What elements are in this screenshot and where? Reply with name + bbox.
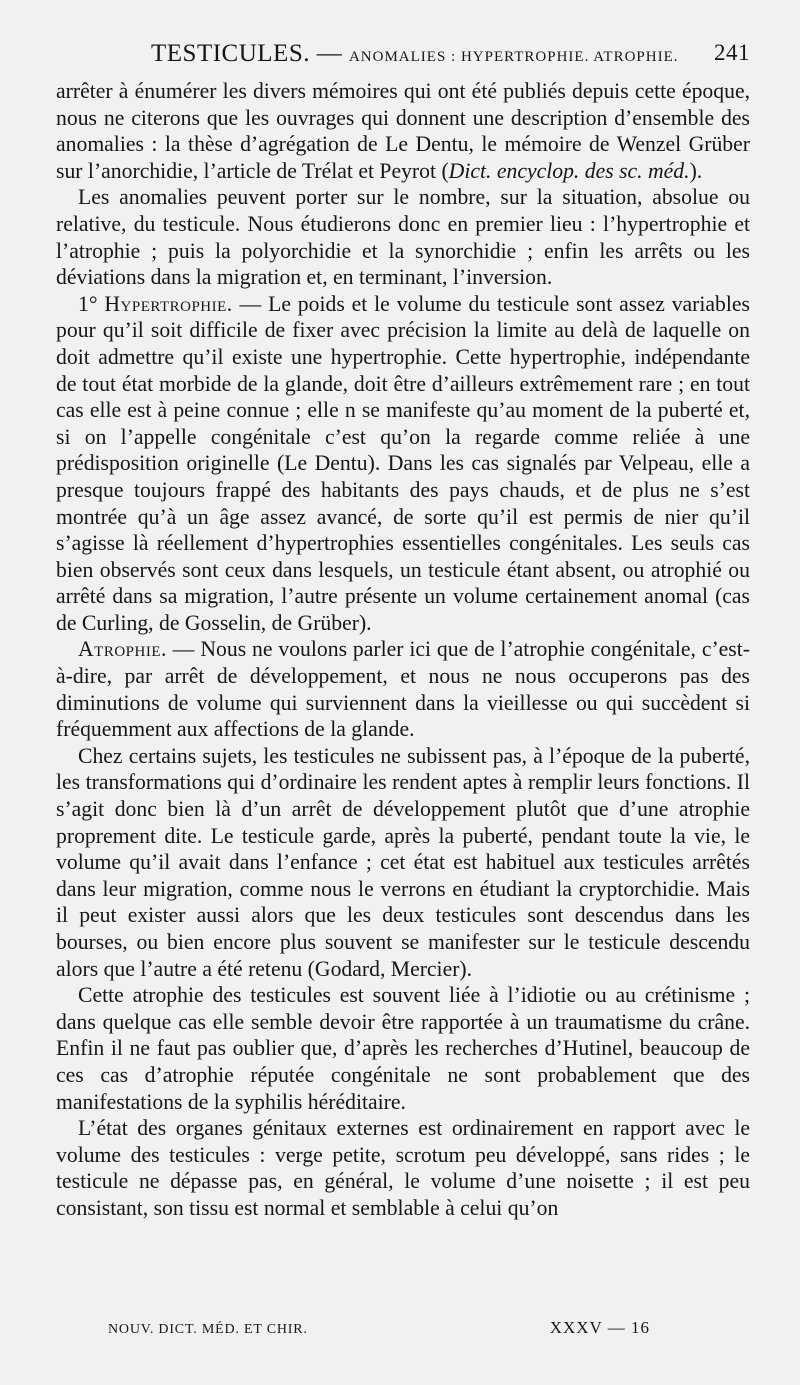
paragraph <box>56 78 750 184</box>
italic-citation: Dict. encyclop. des sc. méd. <box>448 158 690 183</box>
text-run: — Le poids et le volume du testicule sont assez variables pour qu’il soit difficile de fixer avec précision la limite au delà de laquelle on doit admettre qu’il existe une hypertrophie. Cette hypertrophie, indépendante de tout état morbide de la glande, doit être d’ailleurs extrêmement rare ; en tout cas elle est à peine connue ; elle n se manifeste qu’au moment de la puberté et, si on l’appelle congénitale c’est qu’on la regarde comme reliée à une prédisposition originelle (Le Dentu). Dans les cas signalés par Velpeau, elle a presque toujours frappé des habitants des pays chauds, et de plus ne s’est montrée qu’à un âge assez avancé, de sorte qu’il est permis de nier qu’il s’agisse là réellement d’hypertrophies essentielles congénitales. Les seuls cas bien observés sont ceux dans lesquels, un testicule étant absent, ou atrophié ou arrêté dans sa migration, l’autre présente un volume certainement anomal (cas de Curling, de Gosselin, de Grüber). <box>56 291 750 635</box>
text-run: arrêter à énumérer les divers mémoires qui ont été publiés depuis cette époque, nous ne citerons que les ouvrages qui donnent une description d’ensemble des anomalies : la thèse d’agrégation de Le Dentu, le mémoire de Wenzel Grüber sur l’anorchidie, l’article de Trélat et Peyrot ( <box>56 79 750 183</box>
running-head-title <box>151 40 679 68</box>
paragraph <box>56 184 750 290</box>
text-run: 1° <box>78 291 105 316</box>
section-heading: Atrophie. <box>78 637 167 662</box>
text-run: L’état des organes génitaux externes est ordinairement en rapport avec le volume des testicules : verge petite, scrotum peu développé, sans rides ; le testicule ne dépasse pas, en général, le volume d’une noisette ; il est peu consistant, son tissu est normal et semblable à celui qu’on <box>56 1116 750 1220</box>
text-run: — Nous ne voulons parler ici que de l’atrophie congénitale, c’est-à-dire, par arrêt de développement, et nous ne nous occuperons pas des diminutions de volume qui surviennent dans la vieillesse ou qui succèdent si fréquemment aux affections de la glande. <box>56 637 750 742</box>
header-dash: — <box>316 40 343 67</box>
paragraph <box>56 636 750 742</box>
header-subtitle: ANOMALIES : HYPERTROPHIE. ATROPHIE. <box>348 49 679 65</box>
footer-signature: XXXV — 16 <box>549 1318 650 1337</box>
paragraph <box>56 743 750 982</box>
paragraph <box>56 291 750 637</box>
body-text <box>56 78 750 1222</box>
footer-publication: NOUV. DICT. MÉD. ET CHIR. <box>108 1322 308 1337</box>
page-footer <box>108 1318 650 1342</box>
text-run: Chez certains sujets, les testicules ne subissent pas, à l’époque de la puberté, les transformations qui d’ordinaire les rendent aptes à remplir leurs fonctions. Il s’agit donc bien là d’un arrêt de développement plutôt que d’une atrophie proprement dite. Le testicule garde, après la puberté, pendant toute la vie, le volume qu’il avait dans l’enfance ; cet état est habituel aux testicules arrêtés dans leur migration, comme nous le verrons en étudiant la cryptorchidie. Mais il peut exister aussi alors que les deux testicules sont descendus dans les bourses, ou bien encore plus souvent se manifester sur le testicule descendu alors que l’autre a été retenu (Godard, Mercier). <box>56 743 750 981</box>
text-run: Les anomalies peuvent porter sur le nombre, sur la situation, absolue ou relative, du testicule. Nous étudierons donc en premier lieu : l’hypertrophie et l’atrophie ; puis la polyorchidie et la synorchidie ; enfin les arrêts ou les déviations dans la migration et, en terminant, l’inversion. <box>56 185 750 290</box>
header-title: TESTICULES. <box>151 40 310 67</box>
paragraph <box>56 982 750 1115</box>
text-run: Cette atrophie des testicules est souvent liée à l’idiotie ou au crétinisme ; dans quelque cas elle semble devoir être rapportée à un traumatisme du crâne. Enfin il ne faut pas oublier que, d’après les recherches d’Hutinel, beaucoup de ces cas d’atrophie réputée congénitale ne sont probablement que des manifestations de la syphilis héréditaire. <box>56 983 750 1114</box>
page-number: 241 <box>714 40 750 65</box>
text-run: ). <box>689 158 703 183</box>
section-heading: Hypertrophie. <box>104 291 233 316</box>
running-head <box>56 40 750 78</box>
paragraph <box>56 1115 750 1221</box>
